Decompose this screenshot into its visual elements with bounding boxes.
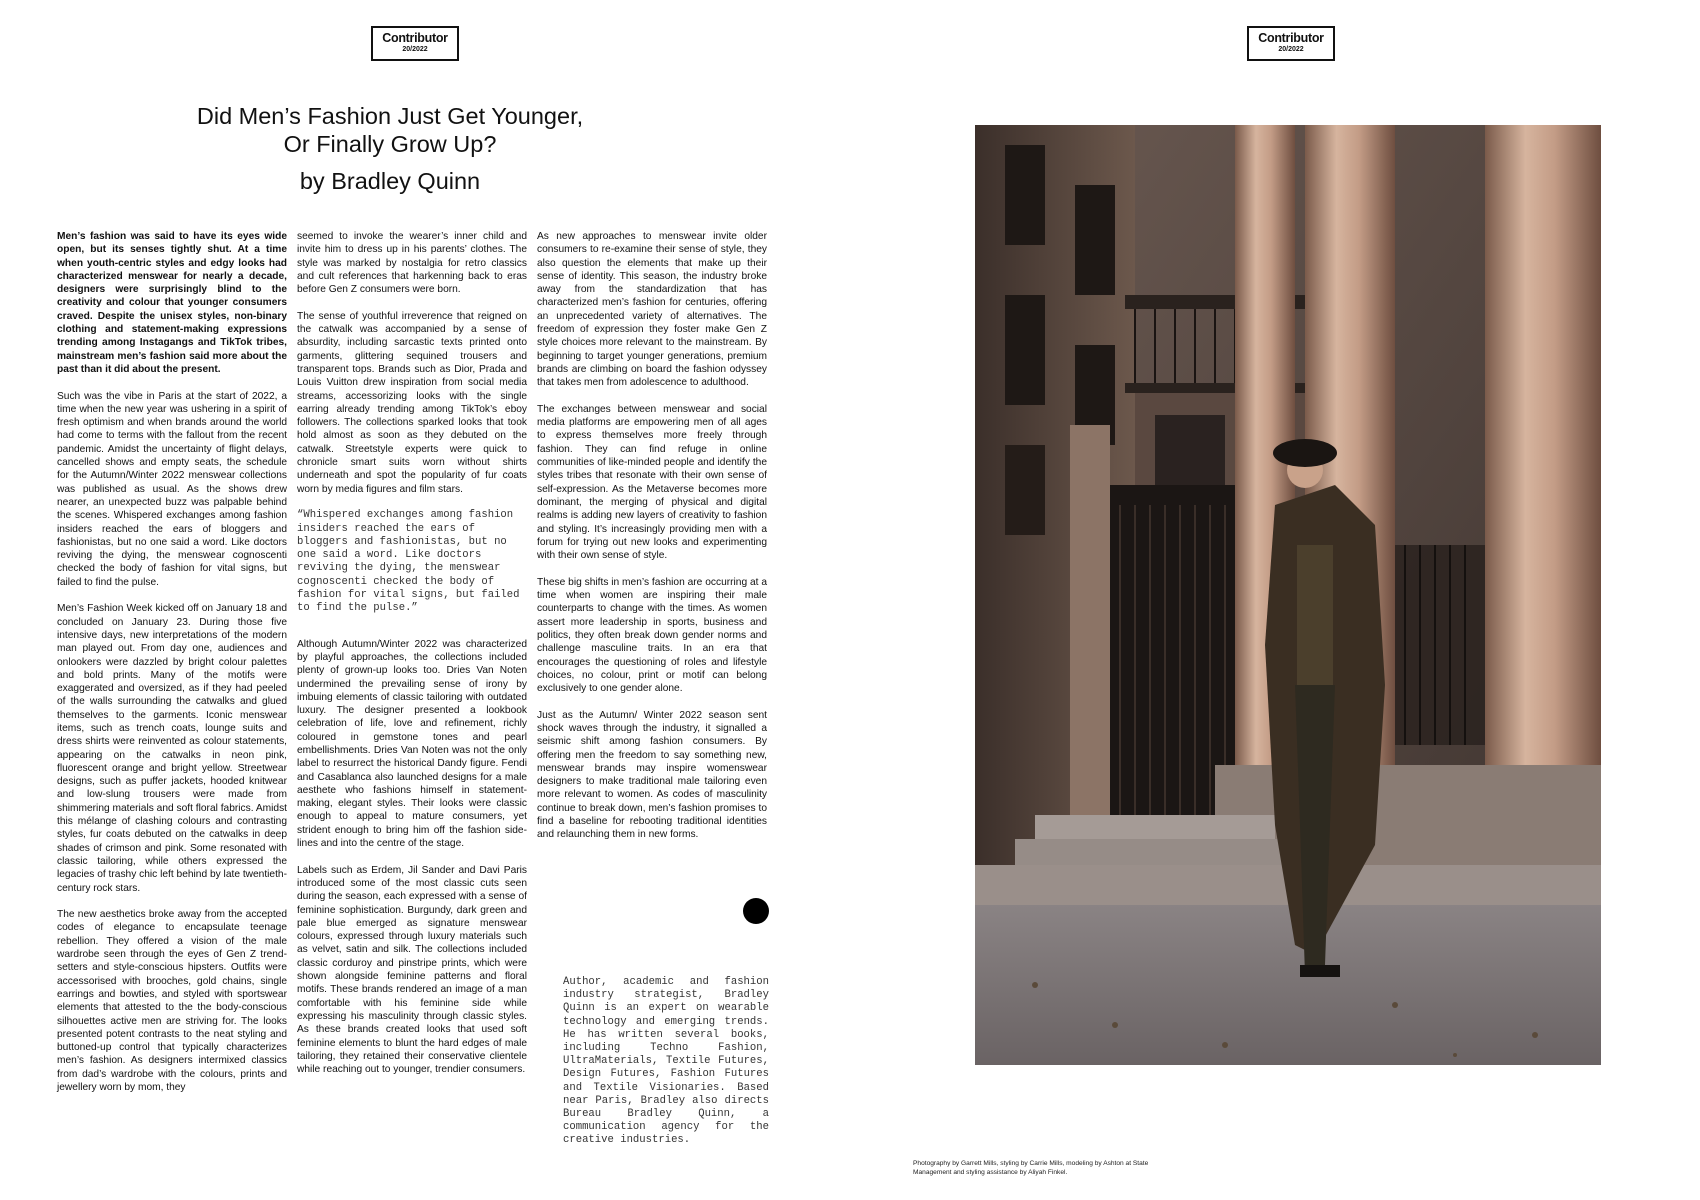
headline-line-2: Or Finally Grow Up? [283, 131, 497, 157]
article-column-2 [297, 230, 527, 1090]
body-paragraph: Although Autumn/Winter 2022 was characterized by playful approaches, the collections included plenty of grown-up looks too. Dries Van Noten undermined the prevailing sense of irony by imbuing elements of classic tailoring with outdated luxury. The designer presented a lookbook celebration of life, love and refinement, richly coloured in gemstone tones and pearl embellishments. Dries Van Noten was not the only label to resurrect the historical Dandy figure. Fendi and Casablanca also launched designs for a male aesthete who fashions himself in statement-making, elegant styles. Their looks were classic enough to appeal to mature consumers, yet strident enough to bring him off the fashion side-lines and into the centre of the stage. [297, 638, 527, 850]
article-column-3 [537, 230, 767, 855]
body-paragraph: Such was the vibe in Paris at the start of 2022, a time when the new year was ushering in a spirit of fresh optimism and when brands around the world had come to terms with the fallout from the recent pandemic. Amidst the uncertainty of flight delays, cancelled shows and empty seats, the schedule for the Autumn/Winter 2022 menswear collections was published as usual. As the shows drew nearer, an unexpected buzz was palpable behind the scenes. Whispered exchanges among fashion insiders reached the ears of bloggers and fashionistas, but no one said a word. Like doctors reviving the dying, the menswear cognoscenti checked the body of fashion for vital signs, but failed to find the pulse. [57, 390, 287, 588]
end-mark-dot [743, 898, 769, 924]
body-paragraph: Men’s Fashion Week kicked off on January 18 and concluded on January 23. During those five intensive days, new interpretations of the modern man played out. From day one, audiences and onlookers were dazzled by bright colour palettes and bold prints. Many of the motifs were exaggerated and oversized, as if they had peeled of the walls surrounding the catwalks and glued themselves to the garments. Iconic menswear items, such as trench coats, lounge suits and dress shirts were reinvented as colour statements, appearing on the catwalks in neon pink, fluorescent orange and bright yellow. Streetwear designs, such as puffer jackets, hooded knitwear and low-slung trousers were made from shimmering materials and soft floral fabrics. Amidst this mélange of clashing colours and contrasting styles, fur coats debuted on the catwalks in deep shades of crimson and pink. Some resonated with classic tailoring, while others expressed the legacies of trashy chic left behind by late twentieth-century rock stars. [57, 603, 287, 894]
body-paragraph: Just as the Autumn/ Winter 2022 season sent shock waves through the industry, it signalled a seismic shift among fashion consumers. By offering men the freedom to say something new, menswear brands may inspire womenswear designers to make traditional male tailoring even more relevant to women. As codes of masculinity continue to break down, men’s fashion promises to find a baseline for rebooting traditional identities and relaunching them in new forms. [537, 709, 767, 841]
body-paragraph: seemed to invoke the wearer’s inner child and invite him to dress up in his parents’ clothes. The style was marked by nostalgia for retro classics and cult references that harkenning back to eras before Gen Z consumers were born. [297, 231, 527, 296]
photo-illustration [975, 125, 1601, 1065]
lead-paragraph: Men’s fashion was said to have its eyes wide open, but its senses tightly shut. At a time when youth-centric styles and edgy looks had characterized menswear for nearly a decade, designers were surprisingly blind to the creativity and colour that younger consumers craved. Despite the unisex styles, non-binary clothing and statement-making expressions trending among Instagangs and TikTok tribes, mainstream men’s fashion said more about the past than it did about the present. [57, 231, 287, 375]
article-byline: by Bradley Quinn [299, 168, 481, 194]
badge-title: Contributor [382, 31, 448, 45]
article-column-1 [57, 230, 287, 1108]
badge-date: 20/2022 [1278, 46, 1304, 53]
editorial-photo [975, 125, 1601, 1065]
body-paragraph: These big shifts in men’s fashion are occurring at a time when women are inspiring their male counterparts to change with the times. As women assert more leadership in sports, business and politics, they often break down gender norms and challenge masculine traits. In an era that encourages the questioning of roles and lifestyle choices, no colour, print or motif can belong exclusively to one gender alone. [537, 576, 767, 695]
body-paragraph: As new approaches to menswear invite older consumers to re-examine their sense of style, they also question the elements that make up their sense of identity. This season, the industry broke away from the standardization that has characterized men’s fashion for centuries, offering an unprecedented variety of alternatives. The freedom of expression they foster make Gen Z style choices more relevant to the mainstream. By beginning to target younger generations, premium brands are climbing on board the fashion odyssey that takes men from adolescence to adulthood. [537, 231, 767, 389]
pull-quote: “Whispered exchanges among fashion insiders reached the ears of bloggers and fashionistas, but no one said a word. Like doctors reviving the dying, the menswear cognoscenti checked the body of fashion for vital signs, but failed to find the pulse.” [297, 509, 520, 615]
article-headline [170, 102, 610, 158]
body-paragraph: The sense of youthful irreverence that reigned on the catwalk was accompanied by a sense of absurdity, including sarcastic texts printed onto garments, glittering sequined trousers and transparent tops. Brands such as Dior, Prada and Louis Vuitton drew inspiration from social media streams, accessorizing looks with the single earring already trending among TikTok’s eboy followers. The collections sparked looks that took hold almost as soon as they debuted on the catwalk. Streetstyle experts were quick to chronicle smart suits worn without shirts underneath and spot the popularity of fur coats worn by media figures and film stars. [297, 310, 527, 495]
contributor-badge-right [1247, 26, 1335, 61]
body-paragraph: Labels such as Erdem, Jil Sander and Davi Paris introduced some of the most classic cuts seen during the season, each expressed with a sense of feminine sophistication. Burgundy, dark green and pale blue emerged as signature menswear colours, expressed through luxury materials such as velvet, satin and silk. The collections included classic corduroy and pinstripe prints, which were shown alongside feminine patterns and floral motifs. These brands rendered an image of a man comfortable with his feminine side while expressing his masculinity through classic styles. As these brands created looks that used soft feminine elements to blunt the hard edges of male tailoring, they retained their conservative clientele while reaching out to younger, trendier consumers. [297, 864, 527, 1076]
body-paragraph: The new aesthetics broke away from the accepted codes of elegance to encapsulate teenage rebellion. They offered a vision of the male wardrobe seen through the eyes of Gen Z trend-setters and style-conscious hipsters. Outfits were accessorised with brooches, gold chains, single earrings and bowties, and styled with sportswear elements that attested to the the body-conscious silhouettes active men are striving for. The looks presented potent contrasts to the neat styling and buttoned-up control that typically characterizes men’s fashion. As designers intermixed classics from dad’s wardrobe with the colours, prints and jewellery worn by mom, they [57, 909, 287, 1093]
badge-date: 20/2022 [402, 46, 428, 53]
headline-line-1: Did Men’s Fashion Just Get Younger, [196, 103, 584, 129]
badge-title: Contributor [1258, 31, 1324, 45]
body-paragraph: The exchanges between menswear and social media platforms are empowering men of all ages to express themselves more freely through fashion. They can find refuge in online communities of like-minded people and identify the styles tribes that resonate with their own sense of self-expression. As the Metaverse becomes more dominant, the merging of physical and digital realms is adding new layers of creativity to fashion and styling. It’s increasingly providing men with a forum for trying out new looks and experimenting with their own sense of style. [537, 403, 767, 562]
contributor-badge-left [371, 26, 459, 61]
author-bio: Author, academic and fashion industry strategist, Bradley Quinn is an expert on wearable technology and emerging trends. He has written several books, including Techno Fashion, UltraMaterials, Textile Futures, Design Futures, Fashion Futures and Textile Visionaries. Based near Paris, Bradley also directs Bureau Bradley Quinn, a communication agency for the creative industries. [563, 976, 769, 1147]
photo-credit: Photography by Garrett Mills, styling by Carrie Mills, modeling by Ashton at State Management and styling assistance by Aliyah Finkel. [913, 1160, 1149, 1176]
